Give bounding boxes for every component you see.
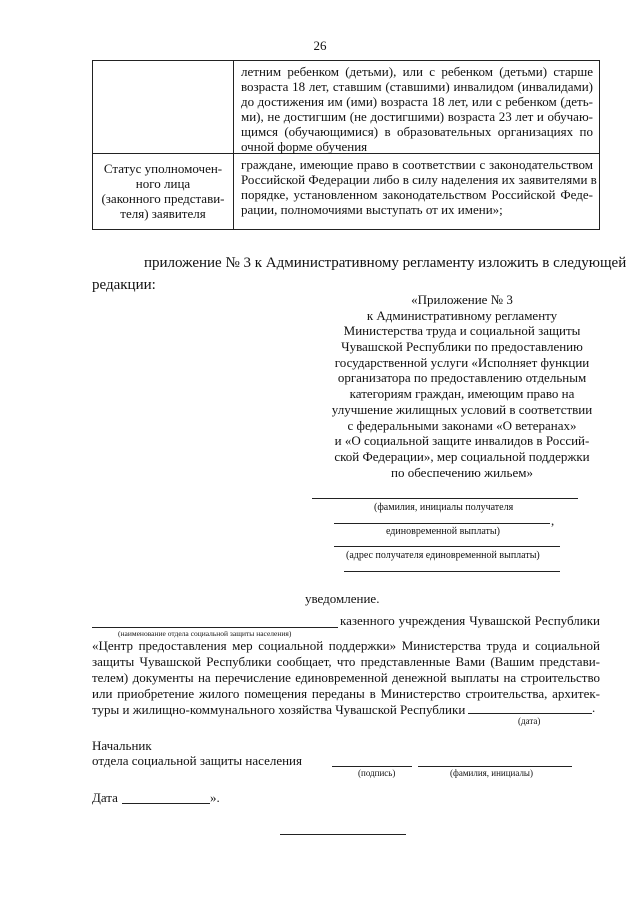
document-table bbox=[92, 60, 600, 230]
notice-text-line: «Центр предоставления мер социальной поддержки» Министерства труда и социальной bbox=[92, 638, 600, 653]
table-text-line: возраста 18 лет, ставшим (ставшими) инвалидом (инвалидами) bbox=[241, 79, 593, 94]
separator-line bbox=[280, 834, 406, 835]
signer-name-line[interactable] bbox=[418, 766, 572, 767]
table-text-line: щимся (обучающимися) в образовательных организациях по bbox=[241, 124, 593, 139]
appendix-line: к Административному регламенту bbox=[366, 307, 558, 323]
date-label: Дата bbox=[92, 790, 118, 805]
signer-department: отдела социальной защиты населения bbox=[92, 753, 302, 768]
notice-text-line: телем) документы на перечисление единовременной денежной выплаты на строительство bbox=[92, 670, 600, 685]
notice-title: уведомление. bbox=[305, 591, 380, 606]
table-cell-row1-right bbox=[241, 64, 593, 154]
appendix-line: государственной услуги «Исполняет функции bbox=[334, 354, 590, 370]
appendix-line: «Приложение № 3 bbox=[411, 292, 513, 307]
department-name-line[interactable] bbox=[92, 627, 338, 628]
table-text-line: до достижения им (ими) возраста 18 лет, или с ребенком (деть- bbox=[241, 94, 593, 109]
table-cell-row2-right bbox=[241, 157, 597, 217]
notice-text-line: туры и жилищно-коммунального хозяйства Чувашской Республики bbox=[92, 702, 466, 717]
signature-caption: (подпись) bbox=[358, 768, 396, 778]
table-text-line: очной форме обучения bbox=[241, 139, 368, 154]
signer-name-caption: (фамилия, инициалы) bbox=[450, 768, 533, 778]
intro-line: приложение № 3 к Административному регламенту изложить в следующей bbox=[144, 255, 627, 271]
appendix-line: с федеральными законами «О ветеранах» bbox=[347, 417, 577, 433]
department-caption: (наименование отдела социальной защиты населения) bbox=[118, 629, 292, 638]
table-cell-row2-left bbox=[99, 161, 227, 221]
recipient-address-cont-line[interactable] bbox=[344, 571, 560, 572]
recipient-address-line[interactable] bbox=[334, 546, 560, 547]
notice-text-line: или приобретение жилого помещения переданы в Министерство строительства, архитек- bbox=[92, 686, 600, 701]
table-text-line: Статус уполномочен- bbox=[103, 161, 223, 176]
table-text-line: рации, полномочиями выступать от их имени»; bbox=[241, 202, 503, 217]
recipient-name-caption: (фамилия, инициалы получателя bbox=[374, 502, 514, 513]
notice-paragraph bbox=[92, 638, 600, 718]
notice-date-caption: (дата) bbox=[518, 716, 541, 726]
recipient-name-line[interactable] bbox=[312, 498, 578, 499]
address-caption: (адрес получателя единовременной выплаты) bbox=[346, 550, 540, 561]
recipient-name-cont-line[interactable] bbox=[334, 523, 550, 524]
appendix-line: организатора по предоставлению отдельным bbox=[337, 370, 587, 386]
appendix-heading bbox=[322, 292, 602, 480]
notice-text-line: казенного учреждения Чувашской Республики bbox=[340, 613, 600, 628]
intro-line: редакции: bbox=[92, 277, 156, 293]
appendix-line: и «О социальной защите инвалидов в Россий- bbox=[334, 433, 590, 449]
page-number: 26 bbox=[313, 38, 327, 53]
intro-paragraph bbox=[92, 252, 627, 296]
signer-title: Начальник bbox=[92, 738, 152, 753]
notice-text-line: защиты Чувашской Республики сообщает, что представленные Вами (Вашим представи- bbox=[92, 654, 600, 669]
table-text-line: теля) заявителя bbox=[120, 206, 206, 221]
notice-end-dot: . bbox=[592, 700, 596, 715]
table-text-line: граждане, имеющие право в соответствии с законодательством bbox=[241, 157, 593, 172]
appendix-line: по обеспечению жильем» bbox=[391, 464, 533, 480]
recipient-comma: , bbox=[551, 513, 555, 528]
appendix-line: улучшение жилищных условий в соответствии bbox=[331, 401, 593, 417]
table-text-line: (законного представи- bbox=[101, 191, 225, 206]
payment-caption: единовременной выплаты) bbox=[386, 526, 500, 537]
table-column-rule bbox=[233, 61, 234, 229]
table-text-line: летним ребенком (детьми), или с ребенком (детьми) старше bbox=[241, 64, 593, 79]
table-text-line: ми), не достигшим (не достигшими) возраста 23 лет и обучаю- bbox=[241, 109, 593, 124]
appendix-line: ской Федерации», мер социальной поддержки bbox=[334, 448, 590, 464]
notice-date-line[interactable] bbox=[468, 713, 592, 714]
table-text-line: Российской Федерации либо в силу наделения их заявителями в bbox=[241, 172, 597, 187]
table-text-line: порядке, установленном законодательством Российской Феде- bbox=[241, 187, 593, 202]
date-end: ». bbox=[210, 790, 220, 805]
appendix-line: категориям граждан, имеющим право на bbox=[349, 386, 575, 402]
date-input-line[interactable] bbox=[122, 803, 210, 804]
signature-line[interactable] bbox=[332, 766, 412, 767]
appendix-line: Чувашской Республики по предоставлению bbox=[341, 339, 583, 355]
appendix-line: Министерства труда и социальной защиты bbox=[343, 323, 581, 339]
table-text-line: ного лица bbox=[135, 176, 191, 191]
